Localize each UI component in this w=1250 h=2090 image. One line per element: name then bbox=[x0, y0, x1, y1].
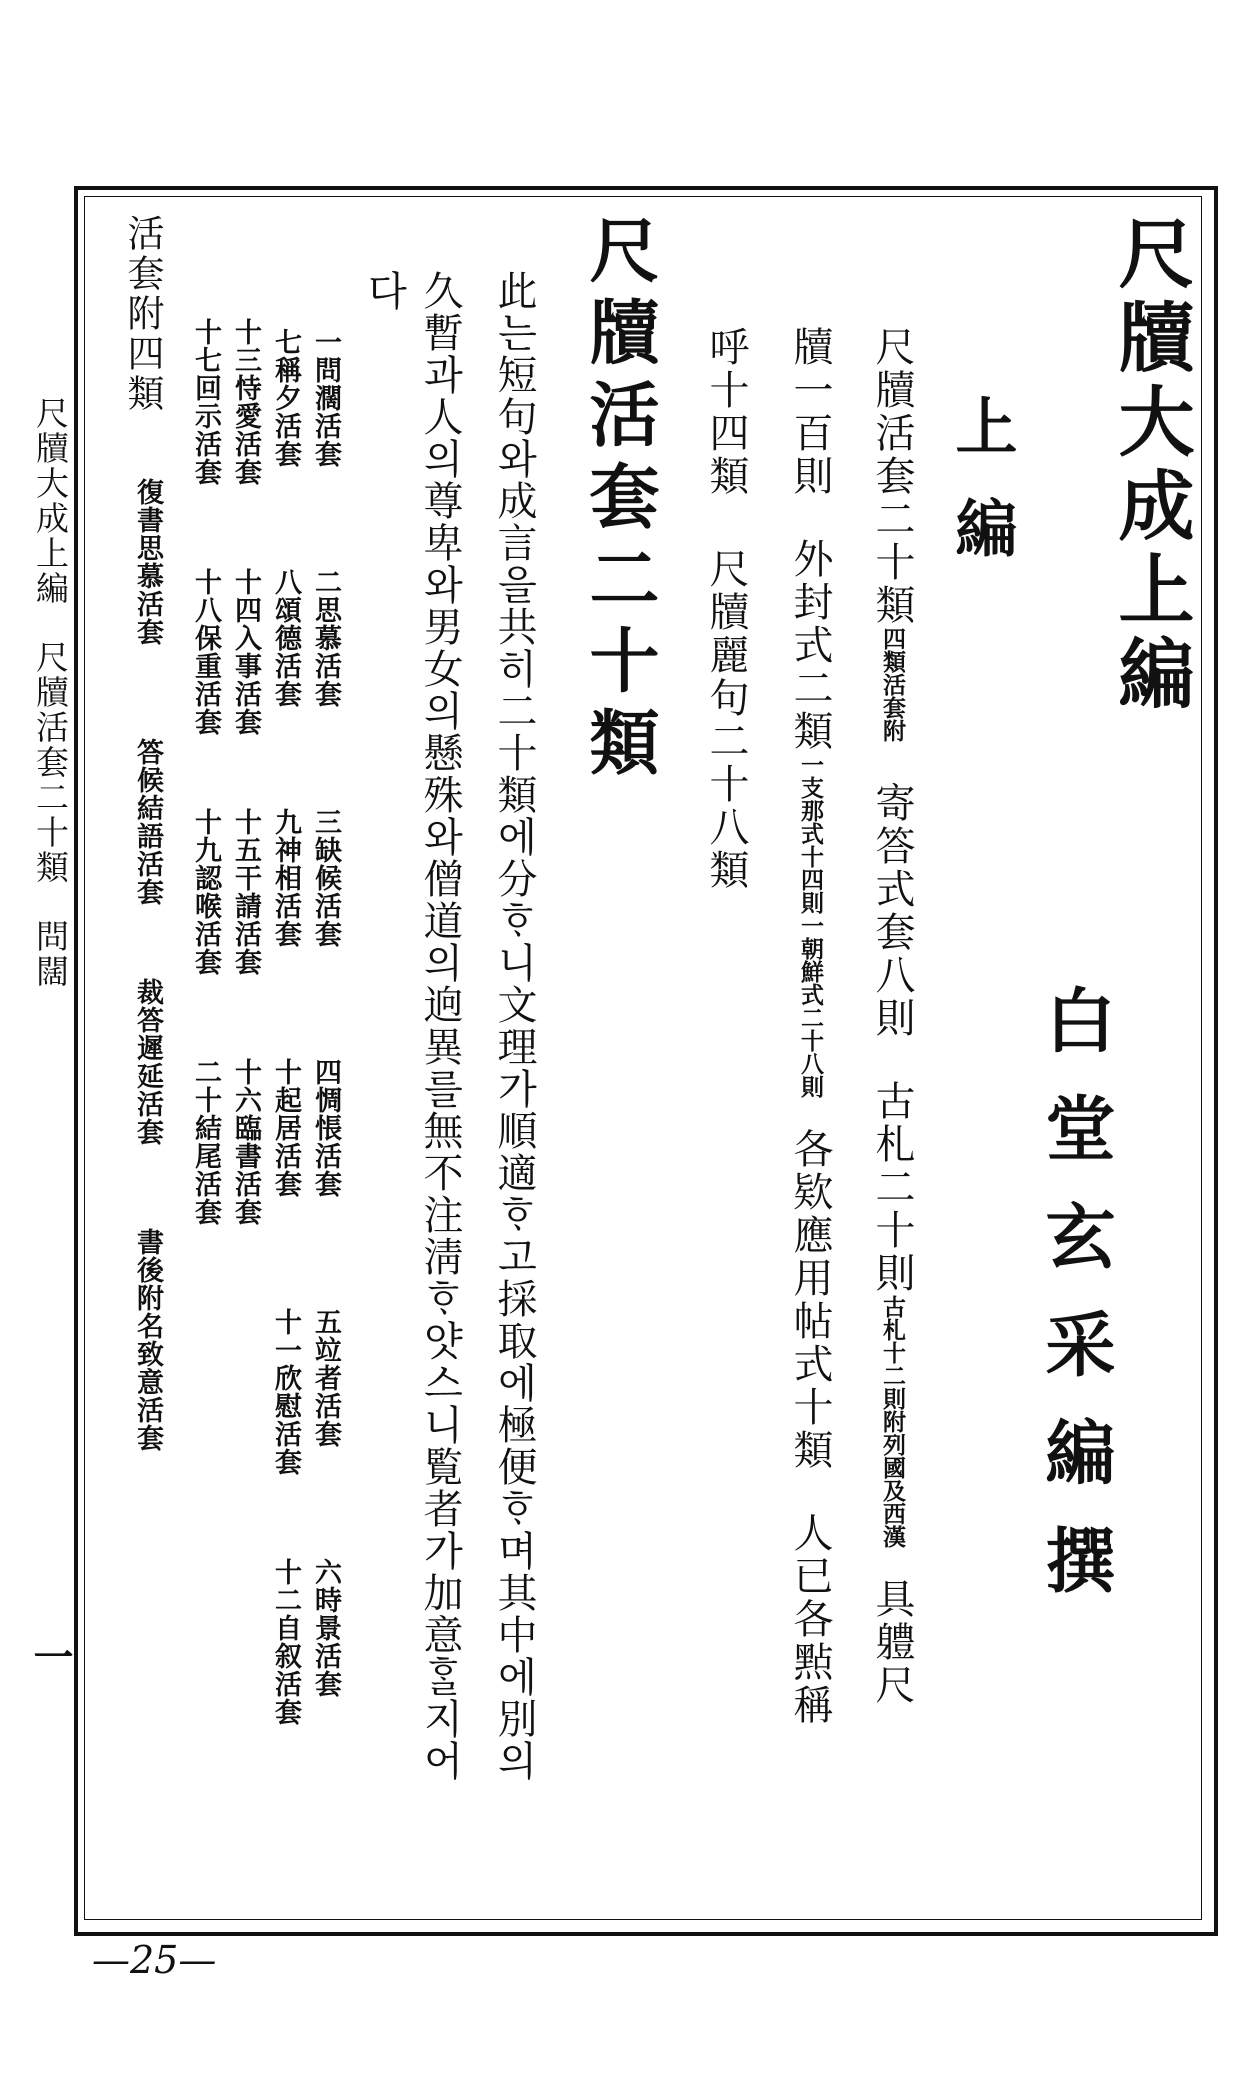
toc-note: 古札十二則 bbox=[879, 1295, 906, 1410]
appendix-item: 復書思慕活套 bbox=[132, 478, 163, 646]
toc-note: 四類 bbox=[879, 627, 906, 673]
toc-item: 具軆尺 bbox=[869, 1578, 915, 1707]
category-item: 十二自叙活套 bbox=[270, 1558, 301, 1726]
category-item: 五竝者活套 bbox=[310, 1308, 341, 1448]
category-item: 六時景活套 bbox=[310, 1558, 341, 1698]
category-item: 二思慕活套 bbox=[310, 568, 341, 708]
toc-item: 呼十四類 bbox=[703, 326, 749, 498]
running-head bbox=[31, 396, 70, 989]
paragraph-line-2: 久暫과人의尊卑와男女의懸殊와僧道의逈異를無不注淸ᄒᆞ얏스니覧者가加意ᄒᆞᆯ지어 bbox=[417, 270, 463, 1782]
running-head-book: 尺牘大成上編 bbox=[31, 396, 70, 606]
category-item: 八頌德活套 bbox=[270, 568, 301, 708]
appendix-item: 答候結語活套 bbox=[132, 738, 163, 906]
category-item: 十八保重活套 bbox=[190, 568, 221, 736]
category-item: 十七回示活套 bbox=[190, 318, 221, 486]
running-head-topic: 問闊 bbox=[31, 919, 70, 989]
category-item: 十九認喉活套 bbox=[190, 808, 221, 976]
category-item: 十一欣慰活套 bbox=[270, 1308, 301, 1476]
category-item: 十三恃愛活套 bbox=[230, 318, 261, 486]
category-item: 十六臨書活套 bbox=[230, 1058, 261, 1226]
toc-item: 寄答式套八則 bbox=[869, 782, 915, 1040]
author-credit: 白堂玄采編撰 bbox=[1034, 984, 1117, 1632]
margin-page-mark: 一 bbox=[27, 1636, 74, 1676]
toc-note: 一朝鮮式二十八則 bbox=[797, 914, 824, 1098]
category-item: 三缺候活套 bbox=[310, 808, 341, 948]
section-title: 尺牘活套二十類 bbox=[578, 214, 661, 788]
page-number: —25— bbox=[92, 1938, 217, 1982]
toc-note: 附列國及西漢 bbox=[879, 1410, 906, 1548]
book-title: 尺牘大成上編 bbox=[1106, 214, 1195, 718]
category-item: 七稱夕活套 bbox=[270, 328, 301, 468]
appendix-title: 活套附四類 bbox=[121, 214, 164, 414]
category-item: 十五干請活套 bbox=[230, 808, 261, 976]
category-item: 四惆悵活套 bbox=[310, 1058, 341, 1198]
appendix-item: 裁答遲延活套 bbox=[132, 978, 163, 1146]
volume-label: 上編 bbox=[945, 394, 1018, 598]
category-item: 十起居活套 bbox=[270, 1058, 301, 1198]
toc-item: 尺牘麗句二十八類 bbox=[703, 548, 749, 892]
toc-item: 尺牘活套二十類 bbox=[869, 326, 915, 627]
toc-line-3 bbox=[703, 326, 749, 892]
toc-item: 人已各㸃稱 bbox=[787, 1512, 833, 1727]
toc-item: 牘一百則 bbox=[787, 326, 833, 498]
category-item: 二十結尾活套 bbox=[190, 1058, 221, 1226]
toc-note: 活套附 bbox=[879, 673, 906, 742]
toc-item: 各欵應用帖式十類 bbox=[787, 1128, 833, 1472]
category-item: 九神相活套 bbox=[270, 808, 301, 948]
appendix-item: 書後附名致意活套 bbox=[132, 1228, 163, 1452]
toc-line-1 bbox=[869, 326, 915, 1707]
toc-line-2 bbox=[787, 326, 833, 1727]
paragraph-line-1: 此는短句와成言을共히二十類에分ᄒᆞ니文理가順適ᄒᆞ고採取에極便ᄒᆞ며其中에別의 bbox=[491, 270, 537, 1782]
running-head-section: 尺牘活套二十類 bbox=[31, 640, 70, 885]
toc-item: 古札二十則 bbox=[869, 1080, 915, 1295]
category-item: 一問濶活套 bbox=[310, 328, 341, 468]
category-item: 十四入事活套 bbox=[230, 568, 261, 736]
toc-note: 一支那式十四則 bbox=[797, 753, 824, 914]
paragraph-line-3: 다 bbox=[361, 270, 407, 312]
toc-item: 外封式二類 bbox=[787, 538, 833, 753]
